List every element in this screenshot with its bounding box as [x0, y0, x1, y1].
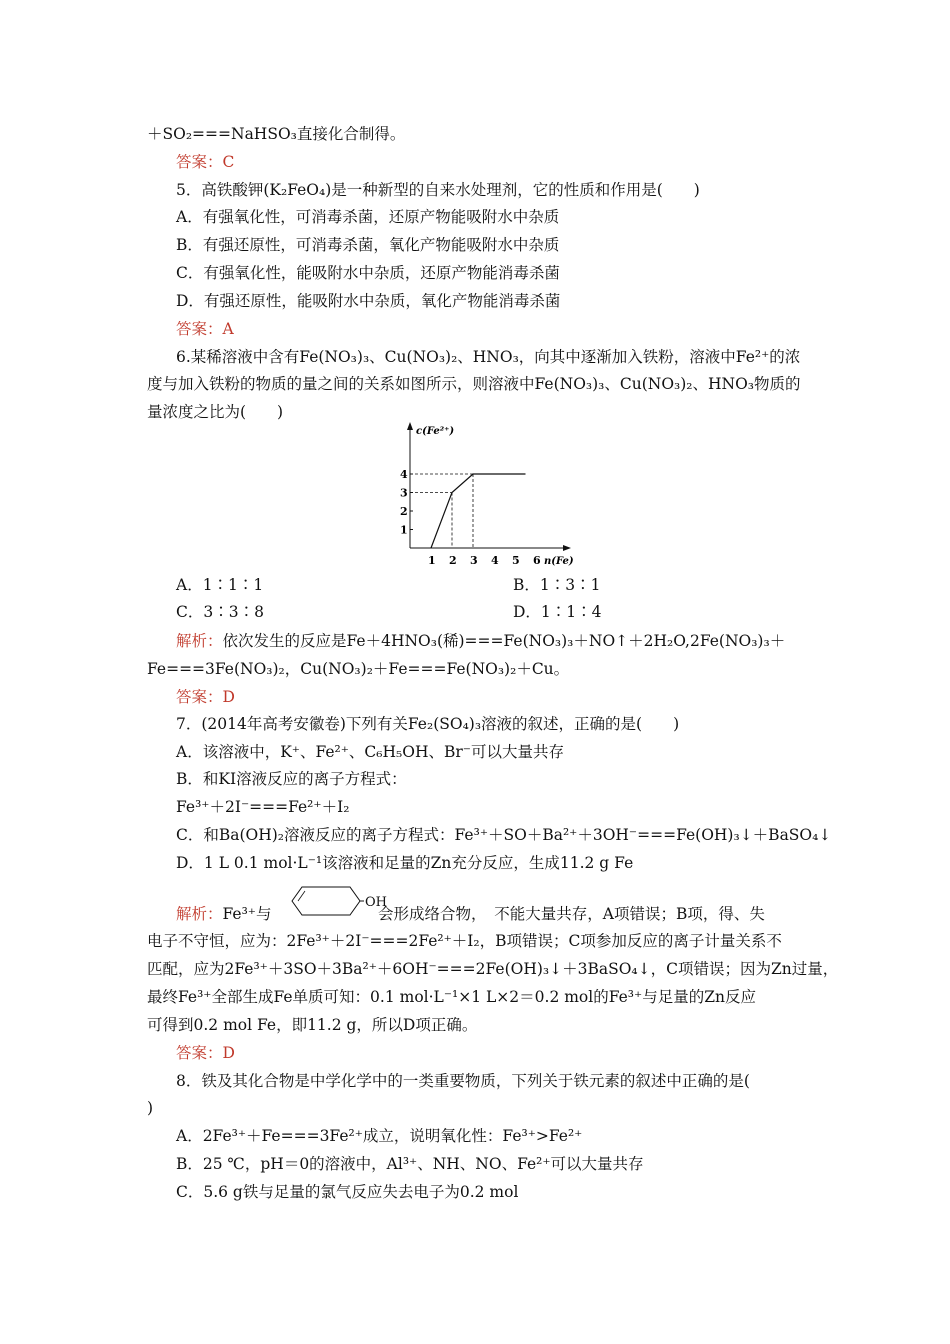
option-a: A．有强氧化性，可消毒杀菌，还原产物能吸附水中杂质	[176, 208, 560, 226]
question-8-cont: )	[147, 1099, 154, 1117]
option-c: C．有强氧化性，能吸附水中杂质，还原产物能消毒杀菌	[176, 264, 560, 282]
equation-line: Fe³⁺＋2I⁻===Fe²⁺＋I₂	[176, 798, 350, 816]
y-tick-label: 4	[400, 468, 408, 481]
question-6-cont: 量浓度之比为( )	[147, 403, 284, 421]
option-a: A．2Fe³⁺＋Fe===3Fe²⁺成立，说明氧化性：Fe³⁺>Fe²⁺	[176, 1127, 583, 1145]
y-tick-label: 2	[400, 505, 408, 518]
x-axis-arrow	[563, 545, 571, 551]
question-8: 8．铁及其化合物是中学化学中的一类重要物质，下列关于铁元素的叙述中正确的是(	[176, 1072, 750, 1090]
option-c: C．3∶3∶8	[176, 603, 264, 621]
option-d: D．有强还原性，能吸附水中杂质，氧化产物能消毒杀菌	[176, 292, 561, 310]
analysis-label: 解析：	[176, 905, 223, 923]
option-c: C．5.6 g铁与足量的氯气反应失去电子为0.2 mol	[176, 1183, 519, 1201]
phenol-structure-icon	[286, 883, 387, 919]
analysis-label: 解析：	[176, 632, 223, 650]
x-tick-label: 1	[428, 554, 436, 567]
answer-line: 答案：A	[176, 320, 234, 338]
analysis-text: 依次发生的反应是Fe＋4HNO₃(稀)===Fe(NO₃)₃＋NO↑＋2H₂O,2Fe(NO₃)₃＋	[222, 632, 786, 650]
x-tick-label: 5	[512, 554, 520, 567]
question-5: 5．高铁酸钾(K₂FeO₄)是一种新型的自来水处理剂，它的性质和作用是( )	[176, 181, 700, 199]
analysis-line	[176, 903, 272, 925]
answer-line: 答案：C	[176, 153, 235, 171]
answer-line: 答案：D	[176, 1044, 235, 1062]
y-axis-arrow	[407, 422, 413, 430]
fe2-concentration-chart	[392, 420, 592, 570]
option-b: B．1∶3∶1	[513, 576, 601, 594]
analysis-cont: 可得到0.2 mol Fe，即11.2 g，所以D项正确。	[147, 1016, 478, 1034]
y-axis-label: c(Fe²⁺)	[416, 426, 455, 437]
x-tick-label: 2	[449, 554, 457, 567]
option-d: D．1 L 0.1 mol·L⁻¹该溶液和足量的Zn充分反应，生成11.2 g Fe	[176, 854, 634, 872]
text-line: ＋SO₂===NaHSO₃直接化合制得。	[147, 125, 406, 143]
x-tick-label: 3	[470, 554, 478, 567]
analysis-line	[176, 630, 785, 652]
analysis-cont: 会形成络合物， 不能大量共存，A项错误；B项，得、失	[378, 905, 765, 923]
x-tick-label: 4	[491, 554, 499, 567]
series-line	[431, 474, 526, 548]
analysis-text: Fe³⁺与	[222, 905, 272, 923]
question-7: 7．(2014年高考安徽卷)下列有关Fe₂(SO₄)₃溶液的叙述，正确的是( )	[176, 715, 680, 733]
analysis-cont: 最终Fe³⁺全部生成Fe单质可知：0.1 mol·L⁻¹×1 L×2＝0.2 mol的Fe³⁺与足量的Zn反应	[147, 988, 756, 1006]
y-tick-label: 1	[400, 523, 408, 537]
question-6-cont: 度与加入铁粉的物质的量之间的关系如图所示，则溶液中Fe(NO₃)₃、Cu(NO₃)₂、HNO₃物质的	[147, 375, 801, 393]
answer-line: 答案：D	[176, 688, 235, 706]
y-tick-label: 3	[400, 486, 408, 500]
oh-label: OH	[365, 895, 387, 910]
x-axis-label: n(Fe)	[544, 556, 574, 567]
question-6: 6.某稀溶液中含有Fe(NO₃)₃、Cu(NO₃)₂、HNO₃，向其中逐渐加入铁粉，溶液中Fe²⁺的浓	[176, 348, 801, 366]
option-d: D．1∶1∶4	[513, 603, 602, 621]
analysis-cont: Fe===3Fe(NO₃)₂，Cu(NO₃)₂＋Fe===Fe(NO₃)₂＋Cu。	[147, 660, 570, 678]
option-a: A．该溶液中，K⁺、Fe²⁺、C₆H₅OH、Br⁻可以大量共存	[176, 743, 564, 761]
option-b: B．25 ℃，pH＝0的溶液中，Al³⁺、NH、NO、Fe²⁺可以大量共存	[176, 1155, 644, 1173]
x-tick-label: 6	[533, 554, 541, 567]
option-b: B．和KI溶液反应的离子方程式：	[176, 770, 407, 788]
option-b: B．有强还原性，可消毒杀菌，氧化产物能吸附水中杂质	[176, 236, 560, 254]
option-c: C．和Ba(OH)₂溶液反应的离子方程式：Fe³⁺＋SO＋Ba²⁺＋3OH⁻===Fe(OH)₃↓＋BaSO₄↓	[176, 826, 832, 844]
analysis-cont: 电子不守恒，应为：2Fe³⁺＋2I⁻===2Fe²⁺＋I₂，B项错误；C项参加反应的离子计量关系不	[147, 932, 782, 950]
option-a: A．1∶1∶1	[176, 576, 264, 594]
analysis-cont: 匹配，应为2Fe³⁺＋3SO＋3Ba²⁺＋6OH⁻===2Fe(OH)₃↓＋3BaSO₄↓，C项错误；因为Zn过量，	[147, 960, 839, 978]
